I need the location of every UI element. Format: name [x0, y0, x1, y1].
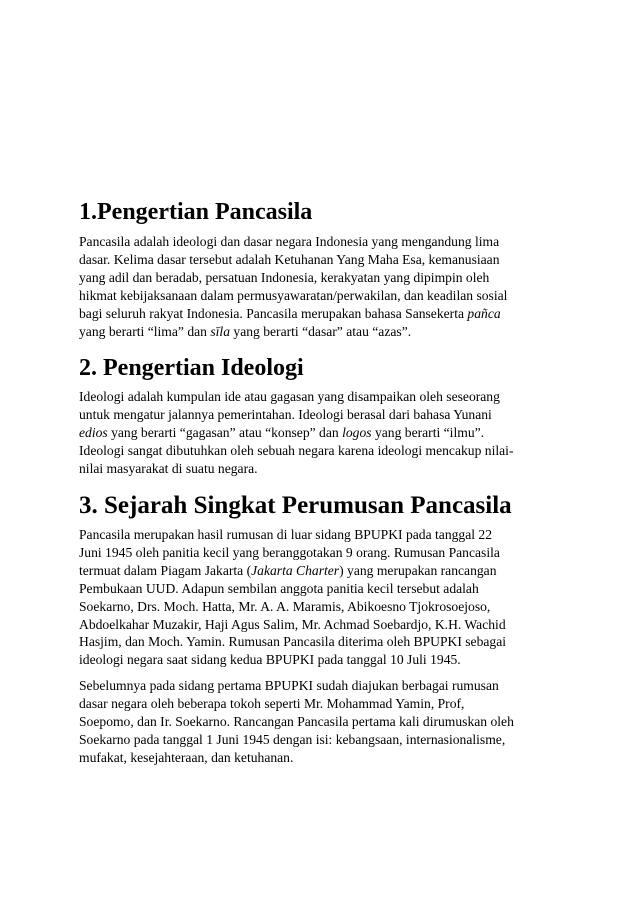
text-line: Soekarno pada tanggal 1 Juni 1945 dengan isi: kebangsaan, internasionalisme,	[79, 731, 506, 747]
paragraph-sejarah-1	[79, 526, 563, 669]
term-edios: edios	[79, 425, 108, 441]
text-line: Sebelumnya pada sidang pertama BPUPKI sudah diajukan berbagai rumusan	[79, 678, 499, 694]
text-line: Pancasila merupakan hasil rumusan di luar sidang BPUPKI pada tanggal 22	[79, 526, 493, 542]
paragraph-sejarah-2	[79, 677, 563, 767]
text-line: Pembukaan UUD. Adapun sembilan anggota panitia kecil tersebut adalah	[79, 580, 479, 596]
text-line: Juni 1945 oleh panitia kecil yang beranggotakan 9 orang. Rumusan Pancasila	[79, 544, 500, 560]
text-span: yang berarti “gagasan” atau “konsep” dan	[107, 425, 343, 441]
text-line: Abdoelkahar Muzakir, Haji Agus Salim, Mr. Achmad Soebardjo, K.H. Wachid	[79, 616, 506, 632]
section-heading-pengertian-ideologi: 2. Pengertian Ideologi	[79, 355, 304, 382]
text-span: ) yang merupakan rancangan	[339, 562, 497, 578]
text-line: Ideologi sangat dibutuhkan oleh sebuah negara karena ideologi mencakup nilai-	[79, 443, 514, 459]
text-line: mufakat, kesejahteraan, dan ketuhanan.	[79, 749, 294, 765]
text-line: dasar negara oleh beberapa tokoh seperti Mr. Mohammad Yamin, Prof,	[79, 696, 465, 712]
paragraph-pengertian-pancasila	[79, 233, 563, 340]
text-line: Pancasila adalah ideologi dan dasar negara Indonesia yang mengandung lima	[79, 234, 500, 249]
text-line	[79, 562, 563, 580]
section-heading-pengertian-pancasila: 1.Pengertian Pancasila	[79, 199, 313, 225]
text-line	[79, 323, 563, 341]
text-line: nilai masyarakat di suatu negara.	[79, 461, 258, 477]
section-heading-sejarah-perumusan: 3. Sejarah Singkat Perumusan Pancasila	[79, 491, 512, 519]
text-line: untuk mengatur jalannya pemerintahan. Ideologi berasal dari bahasa Yunani	[79, 407, 492, 423]
term-sila: sīla	[210, 323, 230, 339]
text-line: Ideologi adalah kumpulan ide atau gagasan yang disampaikan oleh seseorang	[79, 389, 500, 405]
text-line: dasar. Kelima dasar tersebut adalah Ketuhanan Yang Maha Esa, kemanusiaan	[79, 251, 500, 267]
paragraph-pengertian-ideologi	[79, 388, 563, 478]
document-body	[79, 198, 563, 767]
text-line: Soepomo, dan Ir. Soekarno. Rancangan Pancasila pertama kali dirumuskan oleh	[79, 714, 514, 730]
text-line: Soekarno, Drs. Moch. Hatta, Mr. A. A. Maramis, Abikoesno Tjokrosoejoso,	[79, 598, 491, 614]
text-line	[79, 424, 563, 442]
text-span: termuat dalam Piagam Jakarta (	[79, 562, 252, 578]
text-span: yang berarti “lima” dan	[79, 323, 211, 339]
text-line: hikmat kebijaksanaan dalam permusyawaratan/perwakilan, dan keadilan sosial	[79, 287, 508, 303]
text-line: ideologi negara saat sidang kedua BPUPKI pada tanggal 10 Juli 1945.	[79, 652, 461, 668]
text-span: yang berarti “dasar” atau “azas”.	[230, 323, 412, 339]
text-span: bagi seluruh rakyat Indonesia. Pancasila merupakan bahasa Sansekerta	[79, 305, 468, 321]
text-line: yang adil dan beradab, persatuan Indonesia, kerakyatan yang dipimpin oleh	[79, 269, 490, 285]
text-line: Hasjim, dan Moch. Yamin. Rumusan Pancasila diterima oleh BPUPKI sebagai	[79, 634, 507, 650]
text-line	[79, 305, 563, 323]
term-jakarta-charter: Jakarta Charter	[251, 562, 340, 578]
text-span: yang berarti “ilmu”.	[371, 425, 485, 441]
term-logos: logos	[342, 425, 372, 441]
term-panca: pañca	[467, 305, 501, 321]
